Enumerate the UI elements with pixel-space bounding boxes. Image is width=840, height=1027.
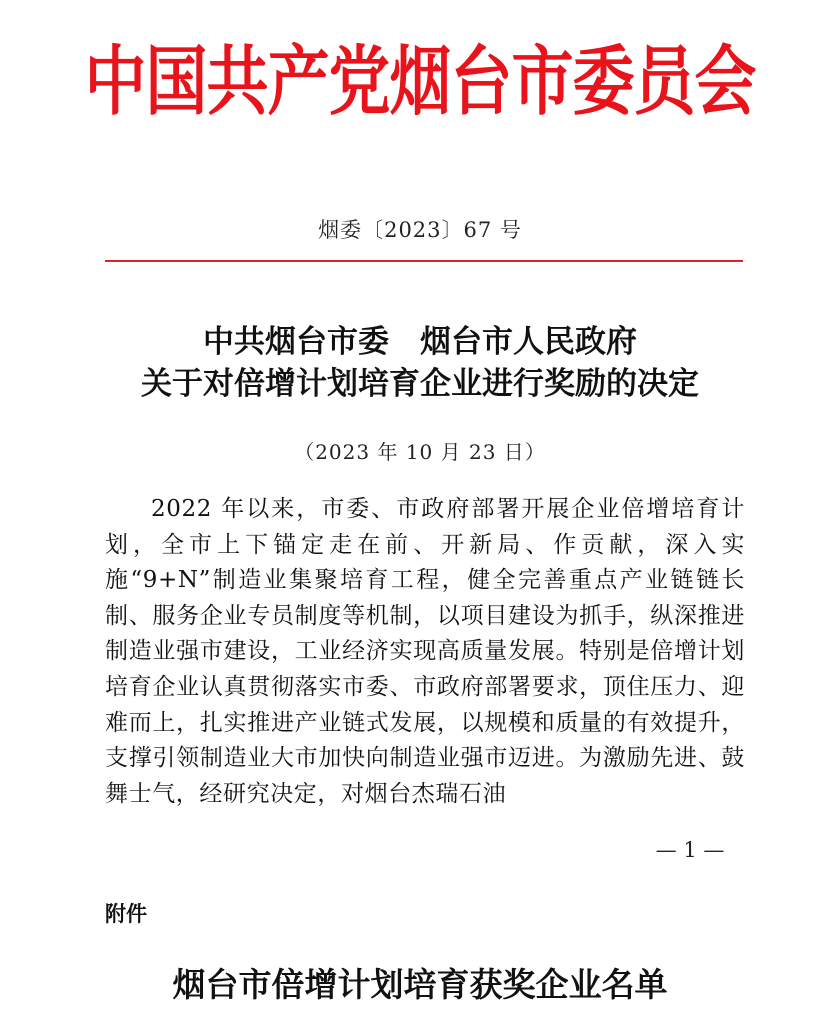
issuing-organization-header: 中国共产党烟台市委员会 xyxy=(84,36,756,126)
red-divider-line xyxy=(105,260,743,262)
page-number: — 1 — xyxy=(655,838,725,862)
document-number: 烟委〔2023〕67 号 xyxy=(318,218,522,242)
document-date: （2023 年 10 月 23 日） xyxy=(294,440,546,464)
document-title-line-2: 关于对倍增计划培育企业进行奖励的决定 xyxy=(141,366,699,402)
document-title-line-1: 中共烟台市委 烟台市人民政府 xyxy=(203,324,637,360)
body-paragraph: 2022 年以来，市委、市政府部署开展企业倍增培育计划，全市上下锚定走在前、开新局、作贡献，深入实施“9+N”制造业集聚培育工程，健全完善重点产业链链长制、服务企业专员制度等机制，以项目建设为抓手，纵深推进制造业强市建设，工业经济实现高质量发展。特别是倍增计划培育企业认真贯彻落实市委、市政府部署要求，顶住压力、迎难而上，扎实推进产业链式发展，以规模和质量的有效提升，支撑引领制造业大市加快向制造业强市迈进。为激励先进、鼓舞士气，经研究决定，对烟台杰瑞石油 xyxy=(105,496,745,807)
attachment-label: 附件 xyxy=(105,902,147,926)
award-list-title: 烟台市倍增计划培育获奖企业名单 xyxy=(172,965,668,1004)
